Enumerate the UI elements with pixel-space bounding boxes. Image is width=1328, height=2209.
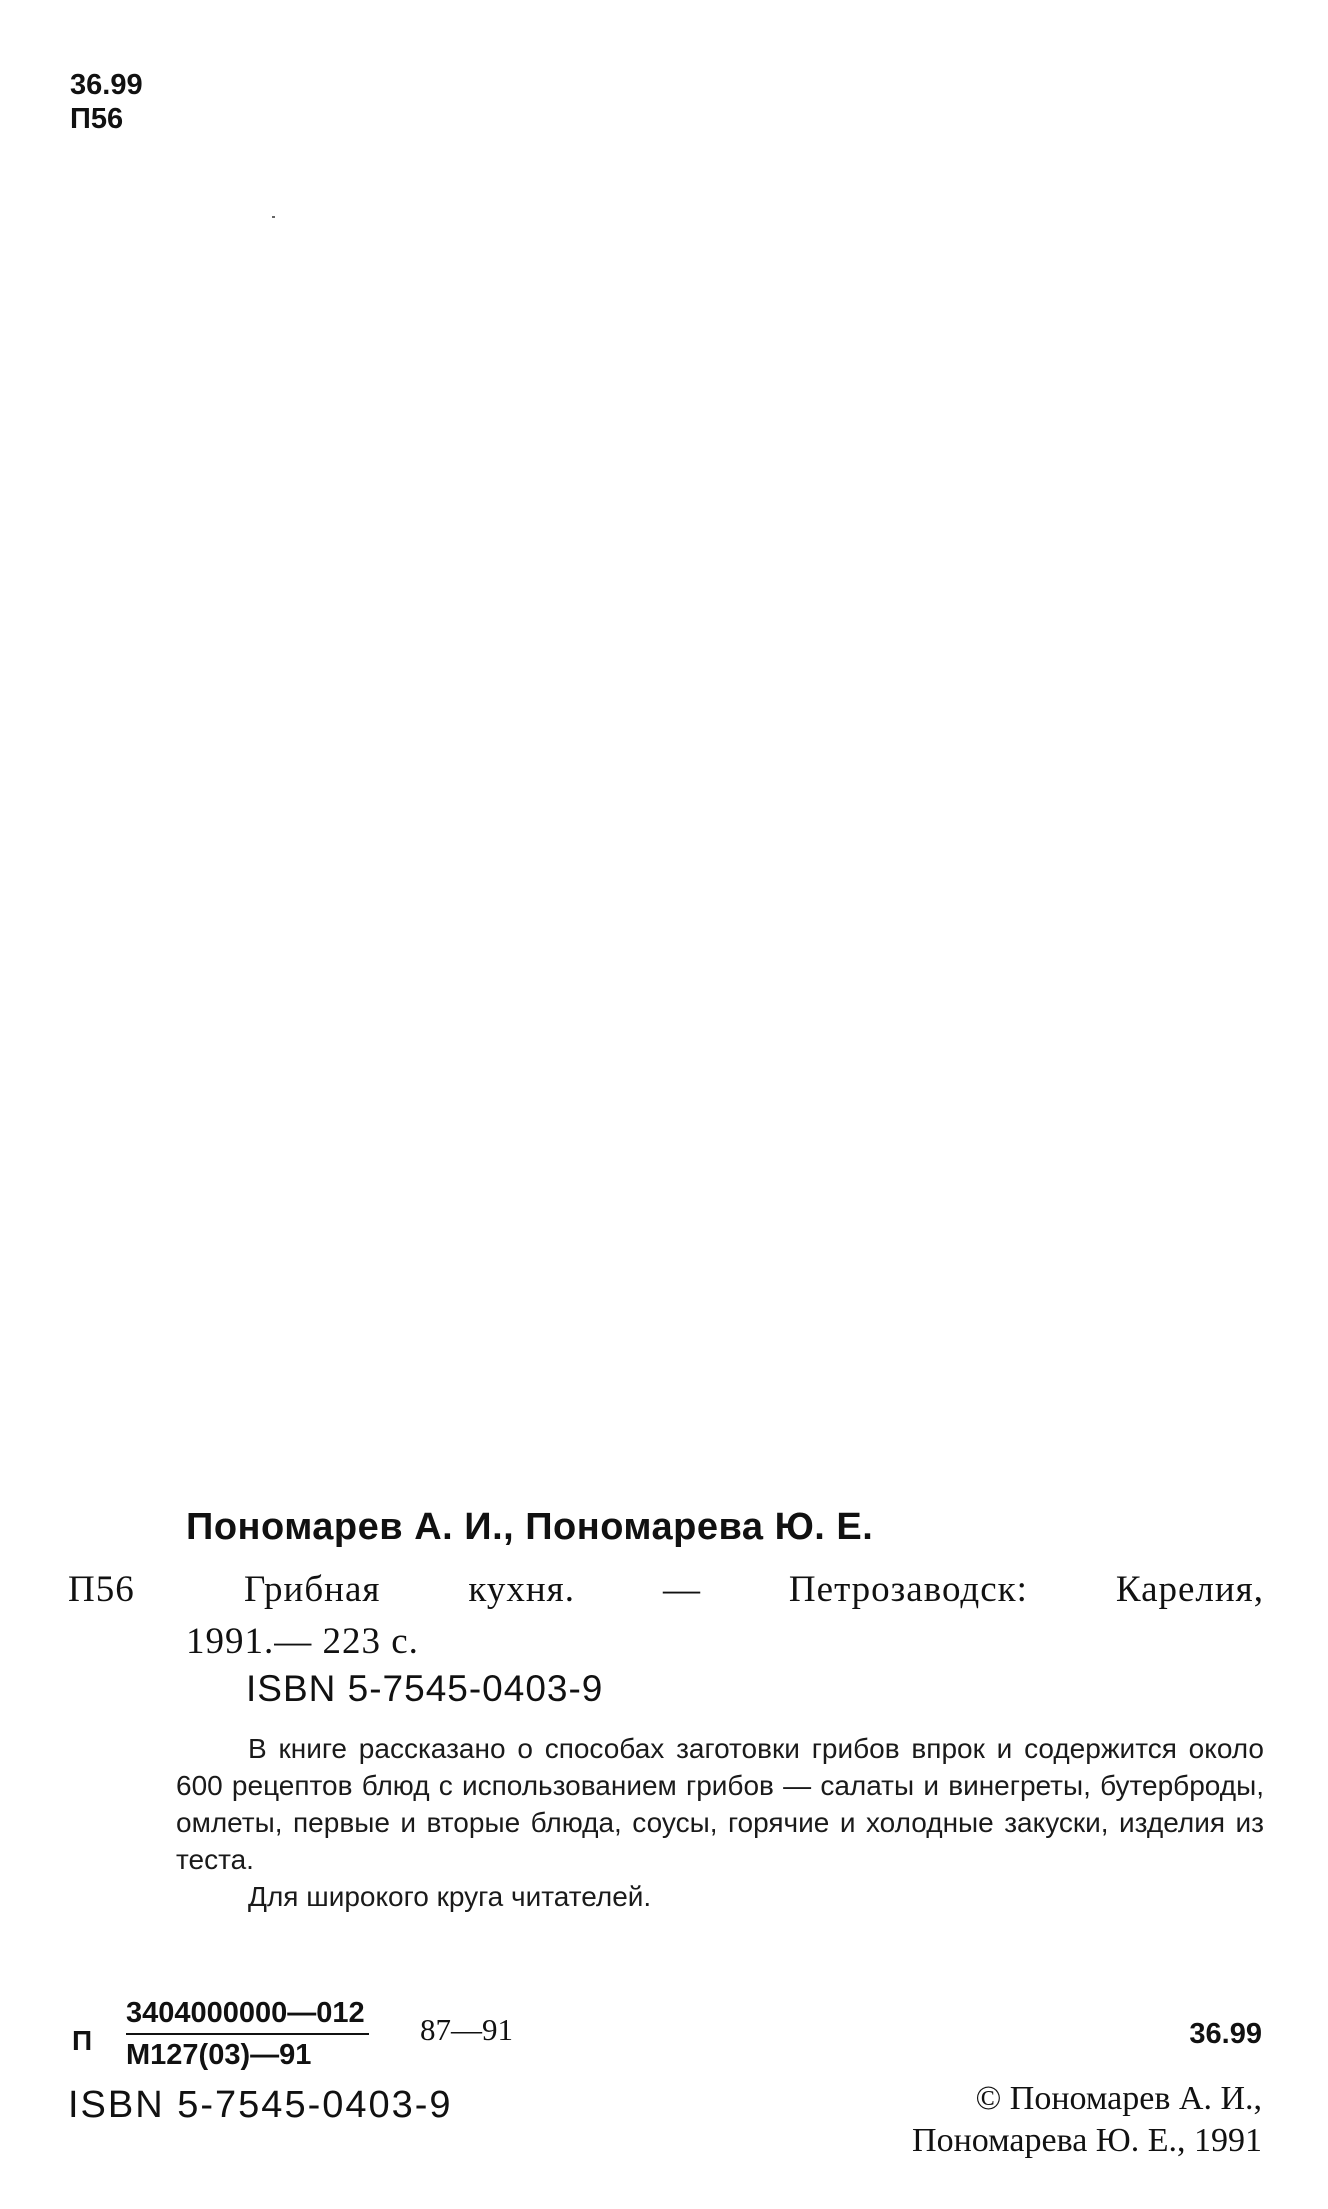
fraction-numerator: 3404000000—012 xyxy=(126,1993,369,2035)
bottom-letter: П xyxy=(72,2025,93,2056)
title-word: Грибная xyxy=(244,1569,381,1610)
copyright-line: Пономарева Ю. Е., 1991 xyxy=(912,2122,1262,2159)
price-code: 36.99 xyxy=(1189,2018,1262,2050)
fraction-denominator: М127(03)—91 xyxy=(126,2039,312,2071)
annotation-paragraph: В книге рассказано о способах заготовки грибов впрок и содержится около 600 рецептов блюд с использованием грибов — салаты и винегреты, бутерброды, омлеты, первые и вторые блюда, соусы, горячие и холодные закуски, изделия из теста. xyxy=(176,1733,1264,1875)
title-word: Карелия, xyxy=(1115,1569,1264,1610)
record-title-line xyxy=(244,1568,1264,1611)
author-mark: П56 xyxy=(70,103,124,135)
publishing-index-fraction xyxy=(126,1993,369,2075)
title-word: кухня. xyxy=(468,1569,575,1610)
classification-block xyxy=(70,68,143,136)
record-isbn: ISBN 5-7545-0403-9 xyxy=(246,1668,604,1709)
copyright-block xyxy=(912,2078,1262,2162)
title-word: — xyxy=(662,1569,701,1610)
copyright-line: © Пономарев А. И., xyxy=(975,2080,1262,2117)
print-speck xyxy=(272,216,275,218)
record-authors: Пономарев А. И., Пономарева Ю. Е. xyxy=(186,1506,874,1548)
title-word: Петрозаводск: xyxy=(788,1569,1028,1610)
record-code: П56 xyxy=(68,1569,135,1610)
record-imprint-line2: 1991.— 223 с. xyxy=(186,1621,419,1662)
fraction-suffix: 87—91 xyxy=(420,2012,513,2047)
annotation-audience: Для широкого круга читателей. xyxy=(248,1881,652,1912)
bottom-isbn: ISBN 5-7545-0403-9 xyxy=(68,2084,453,2126)
annotation xyxy=(176,1730,1264,1915)
udc-code: 36.99 xyxy=(70,69,143,101)
